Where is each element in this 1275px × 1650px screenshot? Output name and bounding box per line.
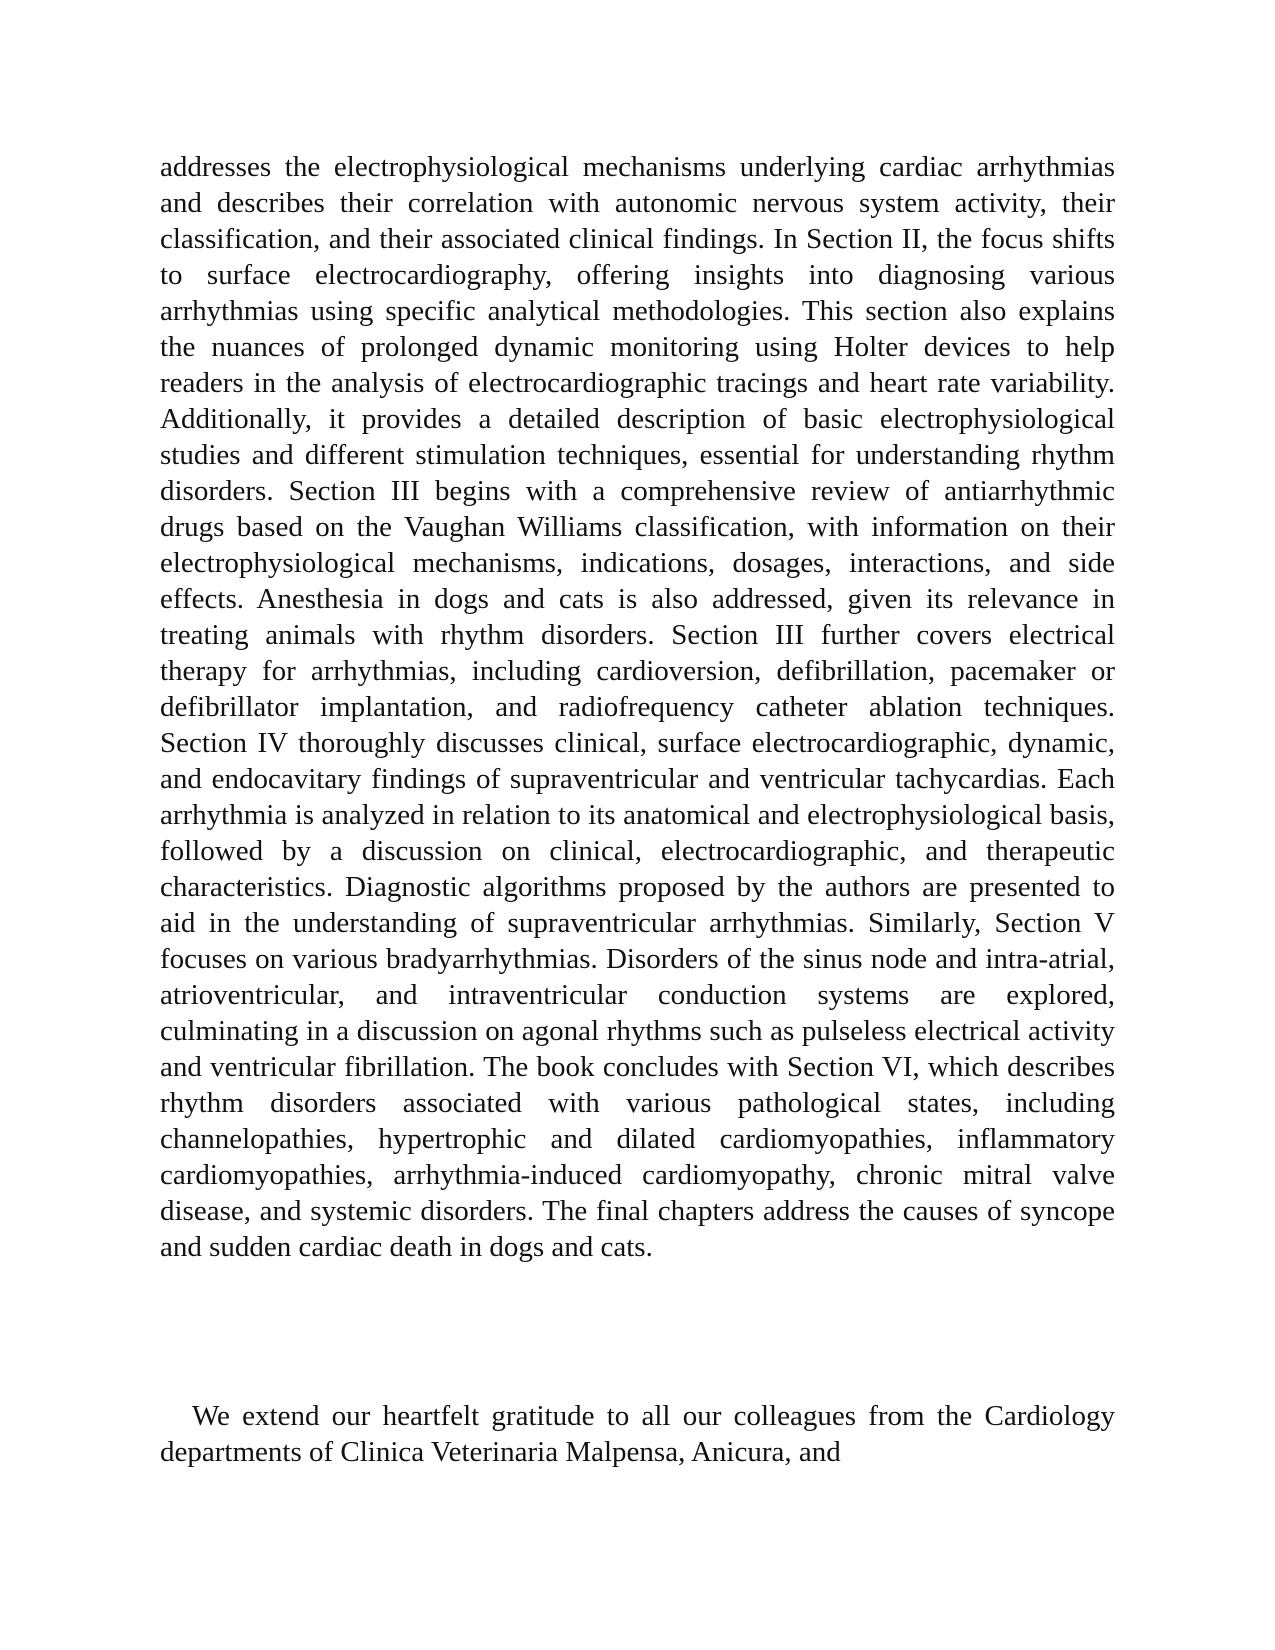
body-paragraph-sections-overview: addresses the electrophysiological mechanisms underlying cardiac arrhythmias and describes their correlation with autonomic nervous system activity, their classification, and their associated clinical findings. In Section II, the focus shifts to surface electrocardiography, offering insights into diagnosing various arrhythmias using specific analytical methodologies. This section also explains the nuances of prolonged dynamic monitoring using Holter devices to help readers in the analysis of electrocardiographic tracings and heart rate variability. Additionally, it provides a detailed description of basic electrophysiological studies and different stimulation techniques, essential for understanding rhythm disorders. Section III begins with a comprehensive review of antiarrhythmic drugs based on the Vaughan Williams classification, with information on their electrophysiological mechanisms, indications, dosages, interactions, and side effects. Anesthesia in dogs and cats is also addressed, given its relevance in treating animals with rhythm disorders. Section III further covers electrical therapy for arrhythmias, including cardioversion, defibrillation, pacemaker or defibrillator implantation, and radiofrequency catheter ablation techniques. Section IV thoroughly discusses clinical, surface electrocardiographic, dynamic, and endocavitary findings of supraventricular and ventricular tachycardias. Each arrhythmia is analyzed in relation to its anatomical and electrophysiological basis, followed by a discussion on clinical, electrocardiographic, and therapeutic characteristics. Diagnostic algorithms proposed by the authors are presented to aid in the understanding of supraventricular arrhythmias. Similarly, Section V focuses on various bradyarrhythmias. Disorders of the sinus node and intra-atrial, atrioventricular, and intraventricular conduction systems are explored, culminating in a discussion on agonal rhythms such as pulseless electrical activity and ventricular fibrillation. The book concludes with Section VI, which describes rhythm disorders associated with various pathological states, including channelopathies, hypertrophic and dilated cardiomyopathies, inflammatory cardiomyopathies, arrhythmia-induced cardiomyopathy, chronic mitral valve disease, and systemic disorders. The final chapters address the causes of syncope and sudden cardiac death in dogs and cats.	[160, 151, 1115, 1263]
body-paragraph-acknowledgements: We extend our heartfelt gratitude to all our colleagues from the Cardiology departments of Clinica Veterinaria Malpensa, Anicura, and	[160, 1400, 1115, 1468]
